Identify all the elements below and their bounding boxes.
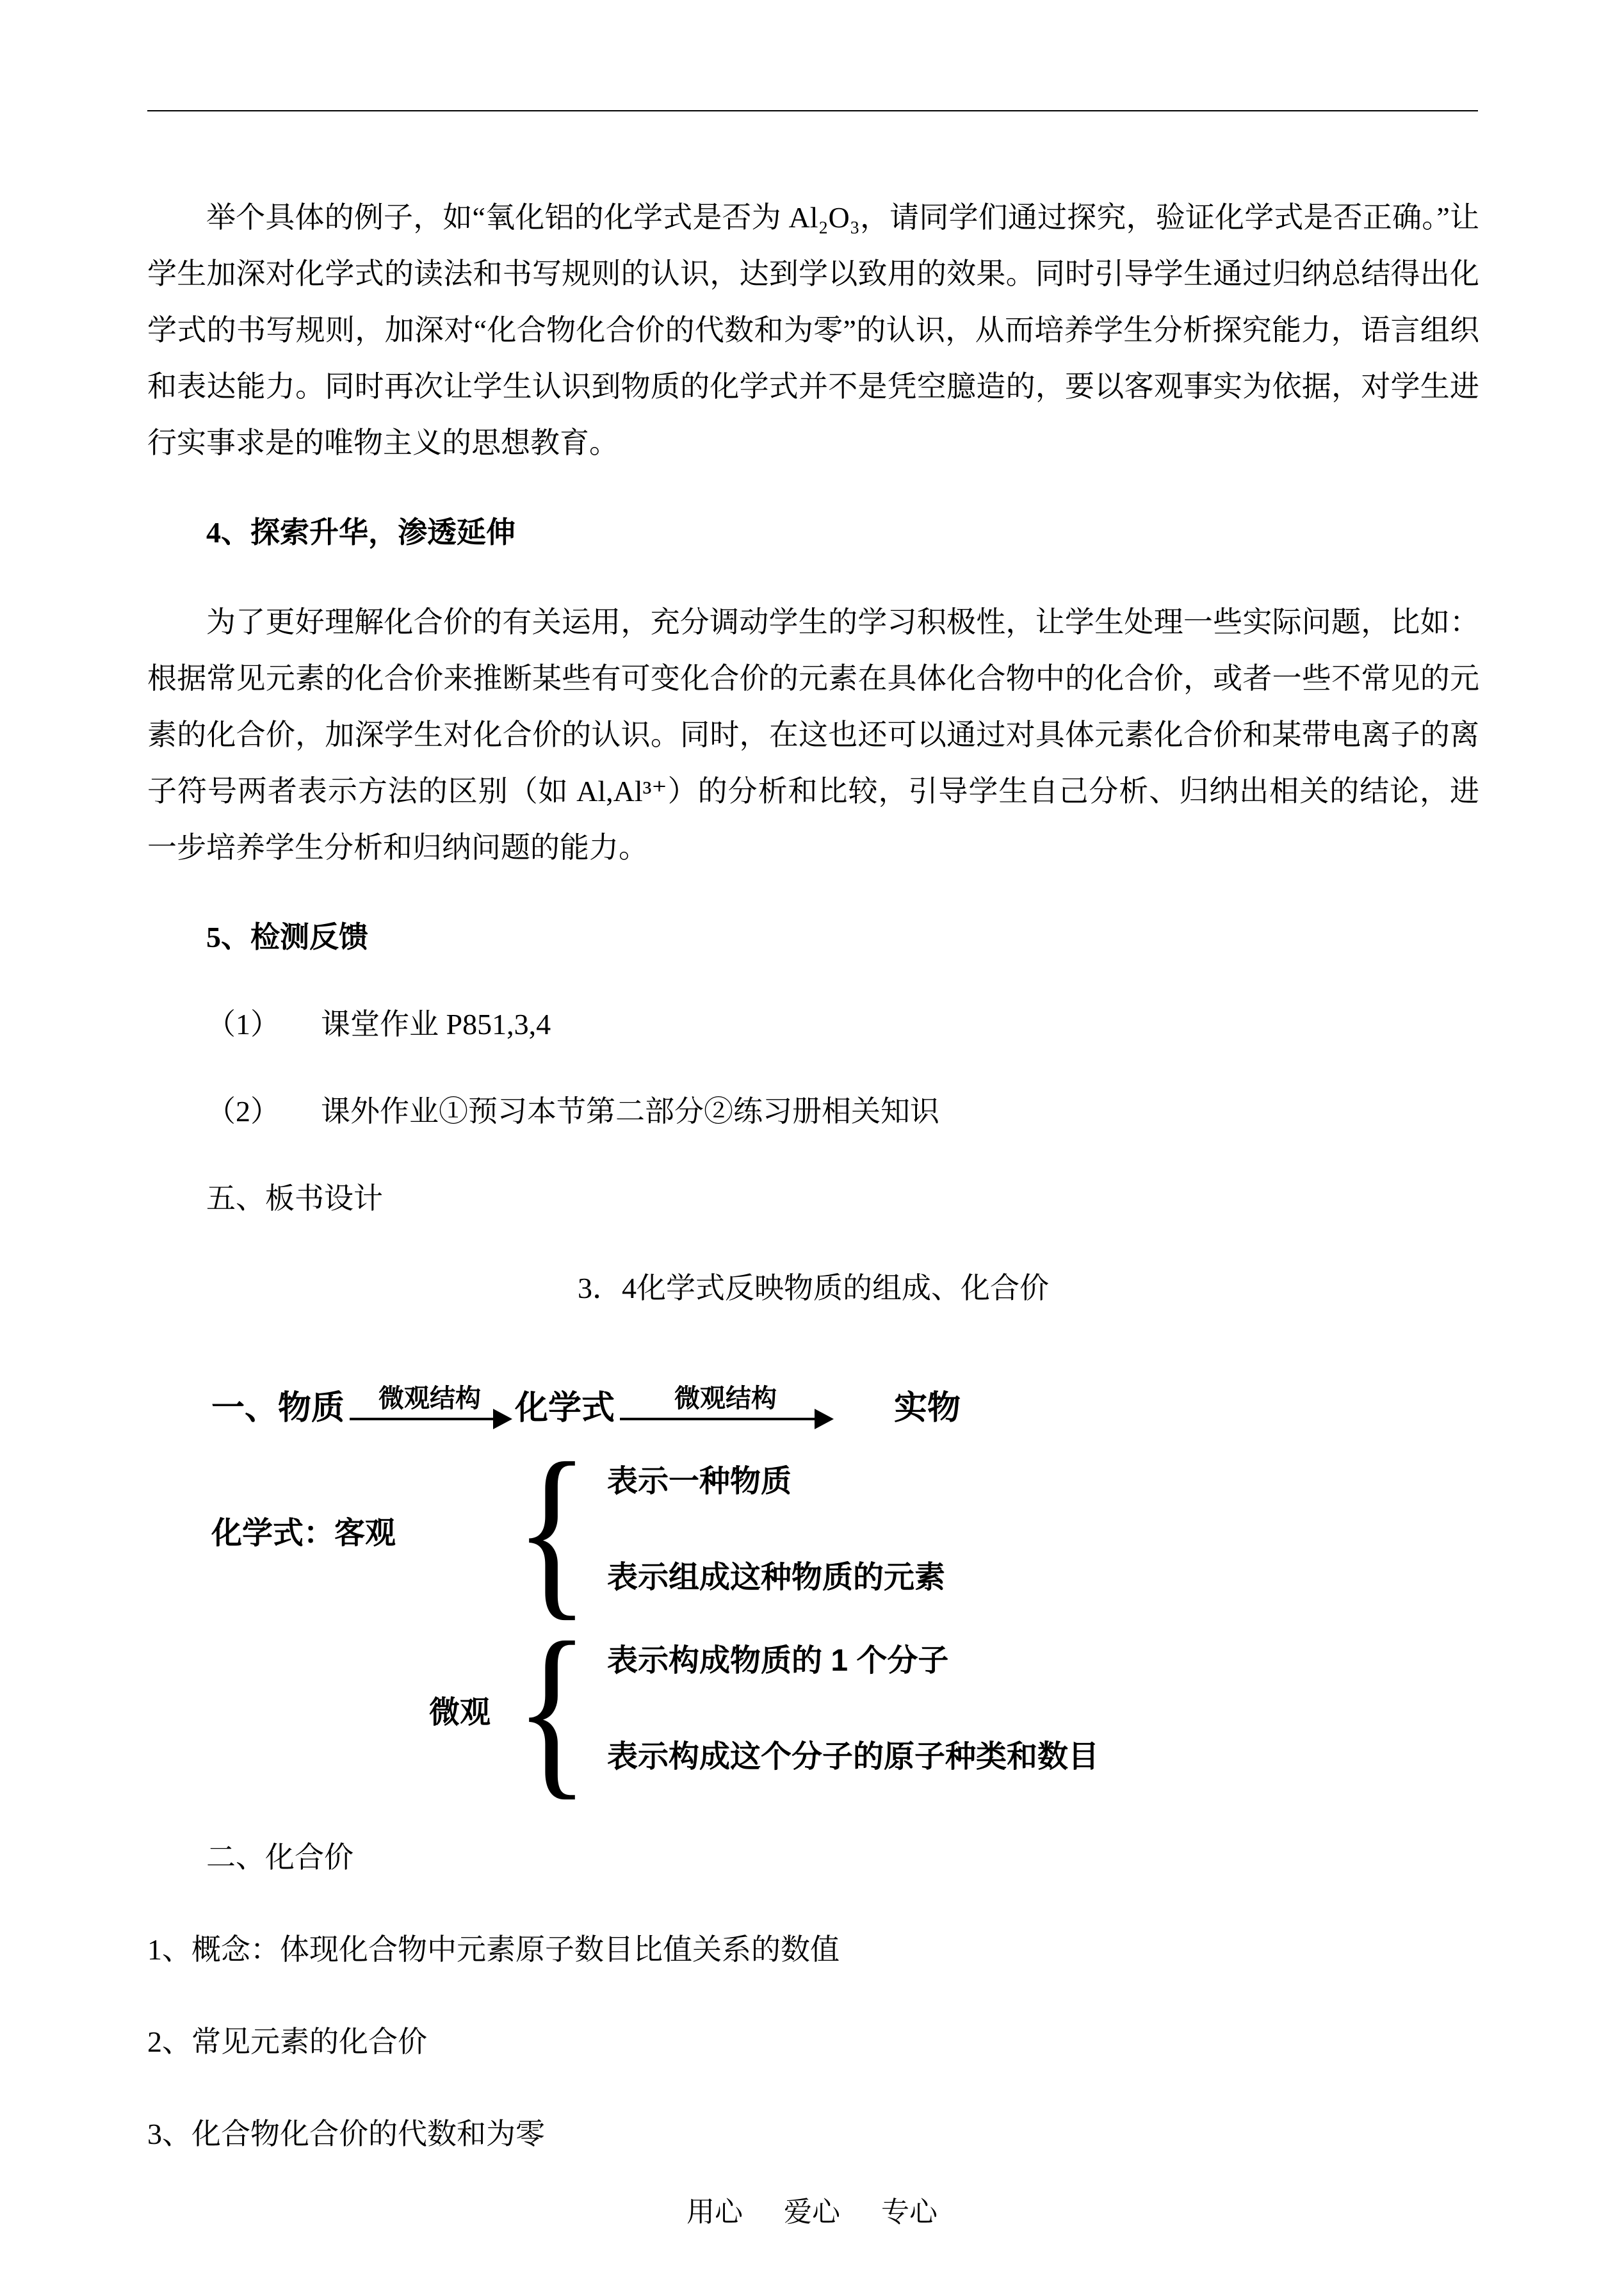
board-design-heading: 五、板书设计 [206, 1182, 383, 1215]
footer-word-3: 专心 [881, 2196, 938, 2228]
group-2-item-2: 表示构成这个分子的原子种类和数目 [607, 1740, 1100, 1774]
group-1-label: 化学式：客观 [211, 1516, 396, 1550]
valence-item-3: 3、化合物化合价的代数和为零 [147, 2118, 545, 2150]
page-footer [0, 2189, 1624, 2230]
arrow-2-label: 微观结构 [674, 1384, 777, 1413]
diagram-group-micro [211, 1603, 1479, 1815]
group-2-item-1: 表示构成物质的 1 个分子 [607, 1644, 949, 1678]
right-arrow-icon [620, 1418, 831, 1420]
group-2-label: 微观 [428, 1695, 491, 1730]
assignment-item-2 [147, 1083, 1479, 1140]
assignment-item-1 [147, 996, 1479, 1053]
board-diagram-flow [211, 1381, 1479, 1429]
document-content [147, 190, 1479, 2162]
section-heading-5: 5、检测反馈 [206, 921, 368, 953]
footer-word-2: 爱心 [784, 2196, 840, 2228]
group-1-item-2: 表示组成这种物质的元素 [607, 1561, 946, 1594]
assignment-marker-2: （2） [206, 1095, 280, 1128]
diagram-arrow-1 [350, 1384, 510, 1420]
arrow-1-label: 微观结构 [378, 1384, 482, 1413]
diagram-node-end: 实物 [894, 1390, 961, 1427]
group-1-item-1: 表示一种物质 [607, 1464, 792, 1498]
assignment-marker-1: （1） [206, 1008, 280, 1041]
group-1-items [607, 1461, 945, 1599]
curly-brace-icon: { [515, 1423, 589, 1636]
paragraph-example: 举个具体的例子，如“氧化铝的化学式是否为 Al₂O₃，请同学们通过探究，验证化学式是否正确。”让学生加深对化学式的读法和书写规则的认识，达到学以致用的效果。同时引导学生通过归纳总结得出化学式的书写规则，加深对“化合物化合价的代数和为零”的认识，从而培养学生分析探究能力，语言组织和表达能力。同时再次让学生认识到物质的化学式并不是凭空臆造的，要以客观事实为依据，对学生进行实事求是的唯物主义的思想教育。 [147, 201, 1479, 459]
footer-word-1: 用心 [686, 2196, 743, 2228]
diagram-group-objective [211, 1423, 1479, 1636]
diagram-node-start: 一、物质 [211, 1390, 345, 1427]
right-arrow-icon [350, 1418, 510, 1420]
valence-item-2: 2、常见元素的化合价 [147, 2025, 427, 2058]
paragraph-extension: 为了更好理解化合价的有关运用，充分调动学生的学习积极性，让学生处理一些实际问题，比如：根据常见元素的化合价来推断某些有可变化合价的元素在具体化合物中的化合价，或者一些不常见的元素的化合价，加深学生对化合价的认识。同时，在这也还可以通过对具体元素化合价和某带电离子的离子符号两者表示方法的区别（如 Al,Al³⁺）的分析和比较，引导学生自己分析、归纳出相关的结论，进一步培养学生分析和归纳问题的能力。 [147, 606, 1479, 864]
valence-item-1: 1、概念：体现化合物中元素原子数目比值关系的数值 [147, 1933, 840, 1966]
diagram-arrow-2 [620, 1384, 831, 1420]
board-title: 3．4化学式反映物质的组成、化合价 [578, 1272, 1049, 1304]
header-rule [147, 110, 1478, 111]
diagram-node-middle: 化学式 [515, 1390, 615, 1427]
assignment-text-2: 课外作业①预习本节第二部分②练习册相关知识 [321, 1095, 939, 1128]
curly-brace-icon: { [515, 1603, 589, 1815]
group-2-items [607, 1640, 1099, 1778]
section-heading-4: 4、探索升华，渗透延伸 [206, 516, 516, 549]
section-heading-valence: 二、化合价 [206, 1841, 353, 1874]
assignment-text-1: 课堂作业 P851,3,4 [321, 1008, 551, 1041]
